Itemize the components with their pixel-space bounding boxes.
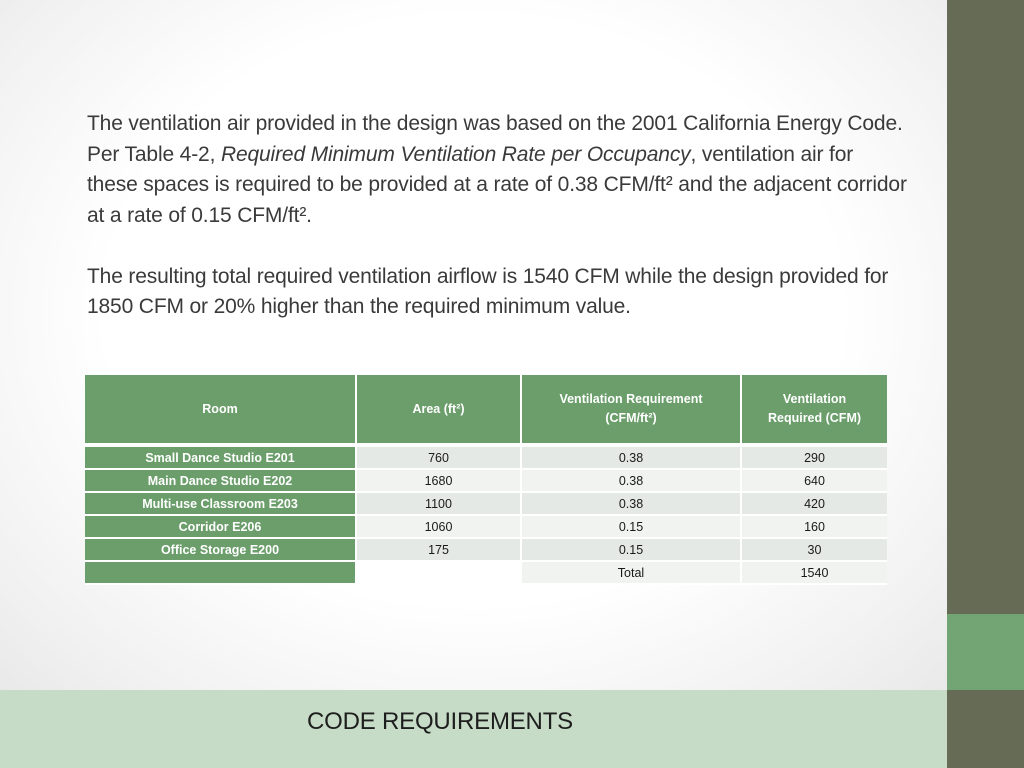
table-row — [85, 539, 887, 562]
cfm-cell: 290 — [742, 447, 887, 470]
cfm-cell: 640 — [742, 470, 887, 493]
paragraph-2: The resulting total required ventilation airflow is 1540 CFM while the design provided for 1850 CFM or 20% higher than the required minimum value. — [87, 264, 889, 318]
total-row — [85, 562, 887, 585]
paragraph-1 — [87, 109, 907, 231]
side-bar-accent — [947, 614, 1024, 690]
header-vent-cfm-line-2: Required (CFM) — [767, 411, 862, 425]
table-row — [85, 470, 887, 493]
room-cell: Main Dance Studio E202 — [85, 470, 357, 493]
paragraph-1-part-2: , ventilation air for these spaces is required to be provided at a rate of 0.38 CFM/ft² and the adjacent corridor at a rate of 0.15 CFM/ft². — [87, 142, 907, 227]
cfm-cell: 420 — [742, 493, 887, 516]
cfm-cell: 160 — [742, 516, 887, 539]
header-ventilation-requirement — [522, 375, 742, 447]
header-room: Room — [85, 375, 357, 447]
table-row — [85, 447, 887, 470]
rate-cell: 0.15 — [522, 539, 742, 562]
slide-title: CODE REQUIREMENTS — [307, 708, 573, 735]
rate-cell: 0.38 — [522, 470, 742, 493]
table-row — [85, 493, 887, 516]
header-vent-cfm-line-1: Ventilation — [782, 392, 847, 406]
area-cell: 175 — [357, 539, 522, 562]
room-cell: Small Dance Studio E201 — [85, 447, 357, 470]
rate-cell: 0.38 — [522, 493, 742, 516]
room-cell-empty — [85, 562, 357, 585]
room-cell: Office Storage E200 — [85, 539, 357, 562]
area-cell: 1060 — [357, 516, 522, 539]
room-cell: Corridor E206 — [85, 516, 357, 539]
area-cell: 1100 — [357, 493, 522, 516]
cfm-cell: 30 — [742, 539, 887, 562]
table-header-row — [85, 375, 887, 447]
total-value: 1540 — [742, 562, 887, 585]
table-row — [85, 516, 887, 539]
side-bar-top — [947, 0, 1024, 614]
header-ventilation-required — [742, 375, 887, 447]
rate-cell: 0.15 — [522, 516, 742, 539]
header-area: Area (ft²) — [357, 375, 522, 447]
rate-cell: 0.38 — [522, 447, 742, 470]
area-cell-empty — [357, 562, 522, 585]
total-label: Total — [522, 562, 742, 585]
paragraph-1-part-1: The ventilation air provided in the design was based on the 2001 California Energy Code. Per Table 4-2, — [87, 112, 903, 166]
ventilation-table — [85, 375, 887, 585]
paragraph-1-italic: Required Minimum Ventilation Rate per Occupancy — [220, 142, 691, 166]
body-text — [87, 109, 907, 323]
header-vent-req-line-1: Ventilation Requirement — [559, 392, 703, 406]
area-cell: 1680 — [357, 470, 522, 493]
room-cell: Multi-use Classroom E203 — [85, 493, 357, 516]
side-bar-bottom — [947, 690, 1024, 768]
area-cell: 760 — [357, 447, 522, 470]
header-vent-req-line-2: (CFM/ft²) — [605, 411, 657, 425]
